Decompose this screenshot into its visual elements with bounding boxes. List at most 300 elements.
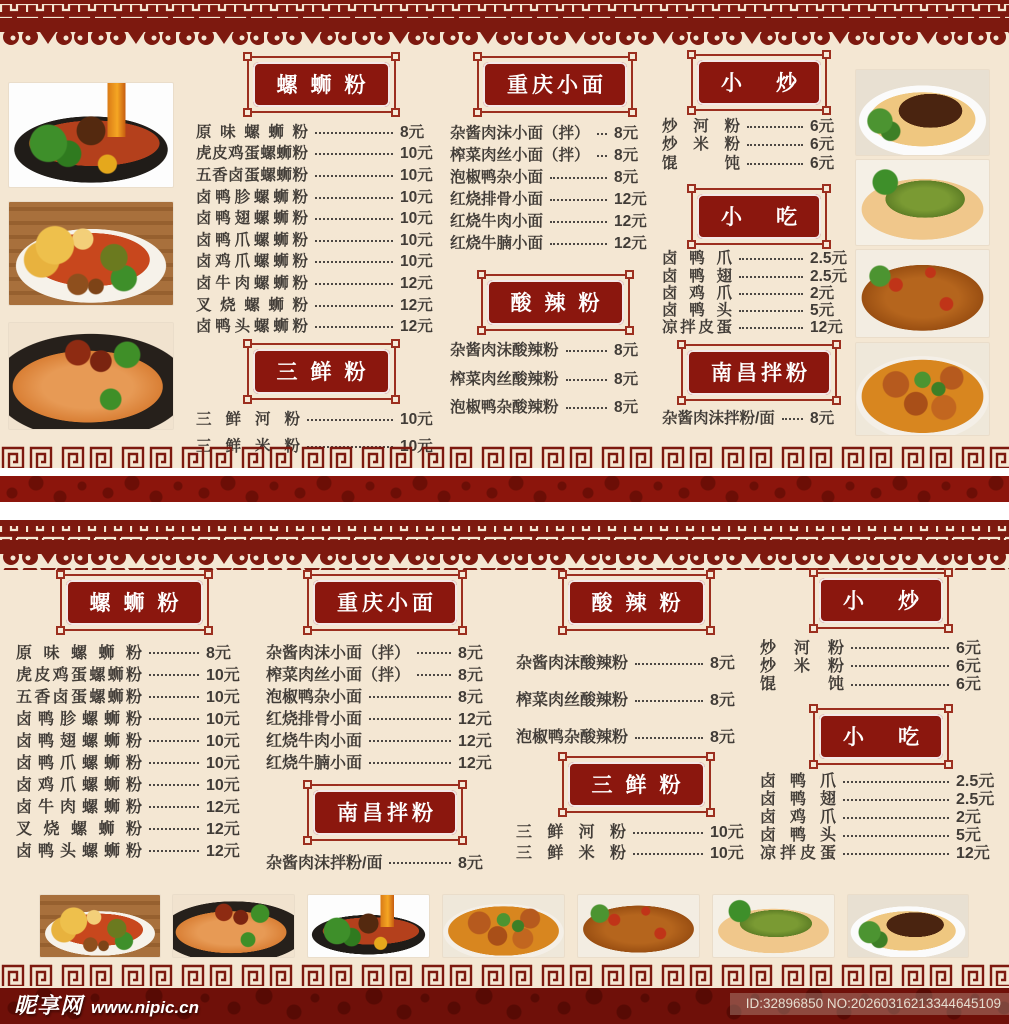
menu-item-name: 红烧排骨小面 <box>450 191 544 208</box>
menu-item-name: 杂酱肉沫小面（拌） <box>450 125 590 142</box>
plaque-corner-knot <box>458 836 467 845</box>
plaque-title-nanchang: 南昌拌粉 <box>711 361 811 385</box>
menu-item-price: 10元 <box>400 145 433 163</box>
dotted-leader <box>739 293 803 295</box>
plaque-xiaochao <box>697 60 831 105</box>
photo-braised-duck-feet <box>856 343 989 435</box>
menu-item-name: 卤鸭翅 <box>662 267 732 285</box>
plaque-title-luosifen: 螺蛳粉 <box>276 74 379 97</box>
photo-pickled-bean-noodles <box>856 160 989 245</box>
photo-strip-stir-fried-noodles <box>578 895 699 957</box>
bottom-panel-column-3 <box>516 580 756 862</box>
bottom-panel-column-1 <box>16 580 252 860</box>
menu-item-name: 卤鸭翅螺蛳粉 <box>16 732 142 750</box>
menu-item-name: 炒米粉 <box>760 657 844 675</box>
plaque-sanxian-2 <box>568 762 705 807</box>
plaque-title-chongqing: 重庆小面 <box>507 74 607 97</box>
plaque-corner-knot <box>56 570 65 579</box>
plaque-corner-knot <box>391 52 400 61</box>
dotted-leader <box>369 696 451 698</box>
site-name: 昵享网 <box>14 993 84 1018</box>
cloud-border-middle <box>0 520 1009 570</box>
dotted-leader <box>315 132 393 134</box>
menu-item-row <box>196 228 446 250</box>
menu-item-row <box>196 250 446 272</box>
plaque-corner-knot <box>628 52 637 61</box>
menu-item-price: 8元 <box>458 644 483 662</box>
menu-list-luosifen <box>196 120 446 336</box>
plaque-title-suanla: 酸辣粉 <box>510 292 613 315</box>
menu-item-row <box>662 153 856 171</box>
plaque-corner-knot <box>391 339 400 348</box>
plaque-corner-knot <box>625 270 634 279</box>
dotted-leader <box>149 806 199 808</box>
menu-item-price: 2.5元 <box>956 773 995 791</box>
menu-list-xiaochao <box>662 116 856 171</box>
plaque-corner-knot <box>204 570 213 579</box>
plaque-corner-knot <box>458 780 467 789</box>
dotted-leader <box>149 740 199 742</box>
menu-item-row <box>450 165 660 187</box>
image-id-label: ID:32896850 NO:20260316213344645109 <box>730 993 1009 1015</box>
plaque-corner-knot <box>558 626 567 635</box>
menu-item-name: 榨菜肉丝小面（拌） <box>266 666 411 684</box>
menu-item-name: 原味螺蛳粉 <box>196 123 308 141</box>
dotted-leader <box>550 199 607 201</box>
plaque-corner-knot <box>944 704 953 713</box>
dotted-leader <box>315 326 393 328</box>
menu-item-name: 卤鸡爪 <box>662 284 732 302</box>
menu-list-nanchang <box>662 405 856 429</box>
dotted-leader <box>149 652 199 654</box>
menu-item-row <box>516 841 756 862</box>
menu-item-price: 12元 <box>614 191 647 208</box>
menu-item-row <box>450 143 660 165</box>
menu-item-name: 泡椒鸭杂小面 <box>450 169 544 186</box>
dotted-leader <box>843 835 949 837</box>
plaque-xiaochao-2 <box>819 578 953 623</box>
menu-item-row <box>196 120 446 142</box>
menu-item-row <box>16 772 252 794</box>
plaque-corner-knot <box>809 624 818 633</box>
dotted-leader <box>307 419 393 421</box>
menu-item-price: 8元 <box>614 342 639 360</box>
dotted-leader <box>843 853 949 855</box>
dotted-leader <box>149 674 199 676</box>
dotted-leader <box>633 853 703 855</box>
menu-item-price: 10元 <box>400 231 433 249</box>
dotted-leader <box>843 799 949 801</box>
plaque-corner-knot <box>809 704 818 713</box>
dotted-leader <box>782 418 803 420</box>
plaque-corner-knot <box>56 626 65 635</box>
plaque-corner-knot <box>303 780 312 789</box>
menu-item-row <box>196 314 446 336</box>
menu-item-price: 8元 <box>458 688 483 706</box>
menu-item-name: 三鲜河粉 <box>196 411 300 429</box>
menu-item-name: 炒河粉 <box>662 118 740 136</box>
plaque-corner-knot <box>243 108 252 117</box>
menu-item-name: 馄饨 <box>662 154 740 172</box>
menu-item-name: 叉烧螺蛳粉 <box>16 820 142 838</box>
photo-strip-crispy-wonton-noodles <box>40 895 160 957</box>
menu-item-row <box>266 684 504 706</box>
menu-item-row <box>196 163 446 185</box>
menu-item-name: 红烧排骨小面 <box>266 710 363 728</box>
menu-item-price: 12元 <box>400 318 433 336</box>
dotted-leader <box>149 828 199 830</box>
plaque-corner-knot <box>477 326 486 335</box>
dotted-leader <box>417 652 451 654</box>
dotted-leader <box>315 218 393 220</box>
plaque-corner-knot <box>628 108 637 117</box>
menu-item-row <box>16 794 252 816</box>
plaque-title-chongqing-2: 重庆小面 <box>337 592 437 615</box>
menu-item-row <box>16 816 252 838</box>
menu-item-price: 8元 <box>810 409 835 427</box>
menu-item-price: 8元 <box>614 147 639 164</box>
menu-item-name: 杂酱肉沫酸辣粉 <box>450 342 559 360</box>
menu-item-row <box>196 206 446 228</box>
menu-item-name: 卤鸭头螺蛳粉 <box>196 318 308 336</box>
plaque-corner-knot <box>303 570 312 579</box>
menu-item-price: 10元 <box>400 210 433 228</box>
plaque-corner-knot <box>477 270 486 279</box>
menu-item-name: 卤牛肉螺蛳粉 <box>16 798 142 816</box>
menu-item-name: 卤鸡爪螺蛳粉 <box>16 776 142 794</box>
plaque-corner-knot <box>944 624 953 633</box>
menu-item-row <box>16 728 252 750</box>
photo-braised-beef-rice-noodles <box>9 323 173 429</box>
menu-item-name: 卤鸭头螺蛳粉 <box>16 842 142 860</box>
menu-list-chongqing-2 <box>266 640 504 772</box>
plaque-title-xiaochi: 小吃 <box>721 205 831 229</box>
plaque-corner-knot <box>303 626 312 635</box>
menu-item-price: 8元 <box>614 125 639 142</box>
menu-item-row <box>196 185 446 207</box>
top-panel-column-2 <box>450 62 660 421</box>
menu-item-price: 6元 <box>810 154 835 172</box>
dotted-leader <box>369 718 451 720</box>
menu-item-row <box>196 405 446 432</box>
menu-item-name: 榨菜肉丝酸辣粉 <box>516 692 629 709</box>
plaque-corner-knot <box>558 570 567 579</box>
menu-item-name: 红烧牛肉小面 <box>266 732 363 750</box>
menu-item-row <box>450 187 660 209</box>
menu-item-price: 12元 <box>614 213 647 230</box>
menu-item-price: 12元 <box>614 235 647 252</box>
menu-item-price: 12元 <box>400 296 433 314</box>
menu-item-name: 凉拌皮蛋 <box>662 319 732 337</box>
site-url: www.nipic.cn <box>91 998 200 1017</box>
menu-item-price: 10元 <box>206 710 240 728</box>
menu-item-price: 6元 <box>956 676 981 694</box>
plaque-corner-knot <box>458 570 467 579</box>
menu-item-price: 10元 <box>206 754 240 772</box>
menu-item-price: 8元 <box>400 123 425 141</box>
plaque-corner-knot <box>243 52 252 61</box>
menu-item-row <box>266 662 504 684</box>
menu-item-name: 五香卤蛋螺蛳粉 <box>196 166 308 184</box>
menu-item-price: 10元 <box>206 732 240 750</box>
plaque-corner-knot <box>391 108 400 117</box>
menu-item-row <box>662 405 856 429</box>
dotted-leader <box>149 696 199 698</box>
plaque-title-nanchang-2: 南昌拌粉 <box>337 802 437 825</box>
menu-item-name: 泡椒鸭杂酸辣粉 <box>516 729 629 746</box>
menu-item-name: 卤鸭爪螺蛳粉 <box>196 231 308 249</box>
plaque-corner-knot <box>473 52 482 61</box>
menu-item-price: 12元 <box>400 274 433 292</box>
plaque-corner-knot <box>303 836 312 845</box>
menu-item-row <box>450 231 660 253</box>
plaque-corner-knot <box>625 326 634 335</box>
menu-item-price: 10元 <box>400 166 433 184</box>
plaque-corner-knot <box>822 184 831 193</box>
menu-item-price: 8元 <box>458 666 483 684</box>
photo-zhajiang-mince-noodles <box>856 70 989 155</box>
photo-strip-braised-beef-noodles <box>173 895 294 957</box>
plaque-corner-knot <box>809 568 818 577</box>
menu-item-price: 6元 <box>810 136 835 154</box>
menu-item-name: 红烧牛腩小面 <box>266 754 363 772</box>
menu-item-name: 炒河粉 <box>760 639 844 657</box>
menu-item-price: 8元 <box>710 692 735 709</box>
menu-item-price: 6元 <box>956 639 981 657</box>
plaque-corner-knot <box>473 108 482 117</box>
menu-item-row <box>266 640 504 662</box>
dotted-leader <box>149 850 199 852</box>
menu-item-row <box>516 680 756 717</box>
photo-strip-snail-noodles-chopsticks <box>308 895 429 957</box>
menu-item-price: 10元 <box>400 188 433 206</box>
plaque-title-xiaochao-2: 小炒 <box>843 590 953 613</box>
dotted-leader <box>739 327 803 329</box>
plaque-suanla-2 <box>568 580 705 625</box>
photo-strip-pickled-bean-noodles <box>713 895 834 957</box>
menu-item-name: 卤鸡爪螺蛳粉 <box>196 253 308 271</box>
menu-item-name: 卤鸭翅螺蛳粉 <box>196 210 308 228</box>
dotted-leader <box>566 379 607 381</box>
plaque-corner-knot <box>944 568 953 577</box>
menu-item-price: 12元 <box>458 710 492 728</box>
menu-item-row <box>16 662 252 684</box>
menu-item-price: 12元 <box>206 820 240 838</box>
photo-strip-zhajiang-noodles <box>848 895 968 957</box>
menu-item-name: 炒米粉 <box>662 136 740 154</box>
menu-item-name: 馄饨 <box>760 676 844 694</box>
menu-item-name: 杂酱肉沫小面（拌） <box>266 644 411 662</box>
menu-item-price: 2.5元 <box>810 250 848 268</box>
plaque-corner-knot <box>391 395 400 404</box>
menu-item-row <box>516 643 756 680</box>
menu-item-price: 12元 <box>810 319 843 337</box>
dotted-leader <box>635 663 703 665</box>
dotted-leader <box>597 133 607 135</box>
menu-item-price: 5元 <box>956 827 981 845</box>
menu-item-name: 红烧牛肉小面 <box>450 213 544 230</box>
menu-list-luosifen-2 <box>16 640 252 860</box>
dotted-leader <box>369 740 451 742</box>
plaque-corner-knot <box>706 752 715 761</box>
menu-item-name: 五香卤蛋螺蛳粉 <box>16 688 142 706</box>
menu-list-suanla-2 <box>516 643 756 754</box>
plaque-nanchang <box>687 350 831 395</box>
menu-item-name: 红烧牛腩小面 <box>450 235 544 252</box>
dotted-leader <box>315 305 393 307</box>
plaque-corner-knot <box>687 50 696 59</box>
menu-list-sanxian-2 <box>516 820 756 862</box>
menu-item-price: 8元 <box>710 655 735 672</box>
plaque-corner-knot <box>706 808 715 817</box>
plaque-corner-knot <box>687 106 696 115</box>
photo-stir-fried-noodles <box>856 250 989 337</box>
menu-item-row <box>16 838 252 860</box>
dotted-leader <box>635 737 703 739</box>
plaque-chongqing-2 <box>313 580 457 625</box>
dotted-leader <box>315 261 393 263</box>
menu-item-row <box>760 674 1002 692</box>
dotted-leader <box>417 674 451 676</box>
menu-item-name: 卤鸭胗螺蛳粉 <box>16 710 142 728</box>
menu-item-price: 12元 <box>458 754 492 772</box>
plaque-corner-knot <box>687 240 696 249</box>
menu-item-row <box>450 335 660 364</box>
dotted-leader <box>149 762 199 764</box>
menu-item-name: 卤鸭胗螺蛳粉 <box>196 188 308 206</box>
photo-crispy-wonton-noodles-white-bowl <box>9 202 173 305</box>
menu-item-row <box>266 750 504 772</box>
footer-watermark-band <box>0 988 1009 1024</box>
dotted-leader <box>315 175 393 177</box>
menu-item-row <box>196 293 446 315</box>
plaque-corner-knot <box>706 626 715 635</box>
menu-item-row <box>450 392 660 421</box>
dotted-leader <box>315 283 393 285</box>
greek-key-strip-top <box>0 446 1009 468</box>
menu-item-name: 虎皮鸡蛋螺蛳粉 <box>16 666 142 684</box>
plaque-luosifen-2 <box>66 580 203 625</box>
plaque-title-xiaochi-2: 小吃 <box>843 725 953 749</box>
plaque-corner-knot <box>243 395 252 404</box>
top-panel-column-3 <box>662 60 856 429</box>
menu-list-xiaochi-2 <box>760 771 1002 861</box>
dotted-leader <box>315 240 393 242</box>
menu-item-price: 6元 <box>956 657 981 675</box>
dotted-leader <box>315 153 393 155</box>
menu-item-row <box>196 142 446 164</box>
dotted-leader <box>550 177 607 179</box>
menu-item-row <box>516 717 756 754</box>
menu-item-row <box>16 750 252 772</box>
dotted-leader <box>550 243 607 245</box>
dotted-leader <box>739 276 803 278</box>
plaque-corner-knot <box>458 626 467 635</box>
plaque-title-luosifen-2: 螺蛳粉 <box>89 592 192 615</box>
menu-item-price: 5元 <box>810 302 835 320</box>
plaque-sanxian <box>253 349 390 394</box>
menu-item-price: 2元 <box>956 809 981 827</box>
menu-item-price: 10元 <box>206 776 240 794</box>
swirl-band-separator <box>0 474 1009 504</box>
menu-item-row <box>662 318 856 335</box>
menu-item-price: 2元 <box>810 284 835 302</box>
plaque-title-sanxian-2: 三鲜粉 <box>591 774 694 797</box>
plaque-suanla <box>487 280 624 325</box>
menu-item-price: 10元 <box>206 688 240 706</box>
plaque-title-xiaochao: 小炒 <box>721 72 831 95</box>
photo-snail-noodles-black-bowl-chopsticks <box>9 83 173 187</box>
menu-list-nanchang-2 <box>266 849 504 873</box>
menu-item-name: 三鲜河粉 <box>516 824 626 841</box>
dotted-leader <box>149 784 199 786</box>
dotted-leader <box>747 163 803 165</box>
dotted-leader <box>747 126 803 128</box>
menu-list-xiaochao-2 <box>760 637 1002 692</box>
menu-item-price: 8元 <box>614 370 639 388</box>
plaque-corner-knot <box>809 760 818 769</box>
dotted-leader <box>747 144 803 146</box>
dotted-leader <box>315 197 393 199</box>
menu-item-price: 12元 <box>458 732 492 750</box>
menu-item-name: 三鲜米粉 <box>516 845 626 862</box>
dotted-leader <box>739 310 803 312</box>
menu-item-name: 榨菜肉丝酸辣粉 <box>450 370 559 388</box>
menu-item-price: 6元 <box>810 118 835 136</box>
menu-item-name: 叉烧螺蛳粉 <box>196 296 308 314</box>
menu-item-name: 凉拌皮蛋 <box>760 845 836 863</box>
menu-item-name: 杂酱肉沫酸辣粉 <box>516 655 629 672</box>
menu-item-price: 12元 <box>206 798 240 816</box>
dotted-leader <box>597 155 607 157</box>
plaque-xiaochi <box>697 194 831 239</box>
menu-item-row <box>266 706 504 728</box>
menu-item-name: 杂酱肉沫拌粉/面 <box>662 409 775 427</box>
menu-item-row <box>16 684 252 706</box>
greek-key-strip-bottom <box>0 964 1009 986</box>
menu-item-name: 原味螺蛳粉 <box>16 644 142 662</box>
cloud-border-top <box>0 0 1009 48</box>
plaque-corner-knot <box>822 240 831 249</box>
menu-item-row <box>266 849 504 873</box>
menu-item-row <box>16 640 252 662</box>
menu-item-price: 12元 <box>956 845 990 863</box>
dotted-leader <box>566 407 607 409</box>
menu-item-name: 卤鸭爪 <box>662 250 732 268</box>
plaque-corner-knot <box>677 396 686 405</box>
plaque-corner-knot <box>558 808 567 817</box>
bottom-panel-column-2 <box>266 580 504 873</box>
menu-item-name: 卤牛肉螺蛳粉 <box>196 274 308 292</box>
menu-item-price: 10元 <box>206 666 240 684</box>
plaque-corner-knot <box>706 570 715 579</box>
menu-item-name: 虎皮鸡蛋螺蛳粉 <box>196 145 308 163</box>
menu-item-name: 卤鸭翅 <box>760 791 836 809</box>
plaque-corner-knot <box>243 339 252 348</box>
menu-item-row <box>450 209 660 231</box>
menu-list-chongqing <box>450 121 660 253</box>
menu-item-name: 泡椒鸭杂酸辣粉 <box>450 399 559 417</box>
plaque-corner-knot <box>832 340 841 349</box>
menu-list-suanla <box>450 335 660 421</box>
plaque-corner-knot <box>832 396 841 405</box>
menu-item-price: 2.5元 <box>956 791 995 809</box>
menu-item-price: 10元 <box>400 253 433 271</box>
plaque-corner-knot <box>687 184 696 193</box>
plaque-corner-knot <box>204 626 213 635</box>
dotted-leader <box>550 221 607 223</box>
menu-item-price: 10元 <box>710 845 744 862</box>
